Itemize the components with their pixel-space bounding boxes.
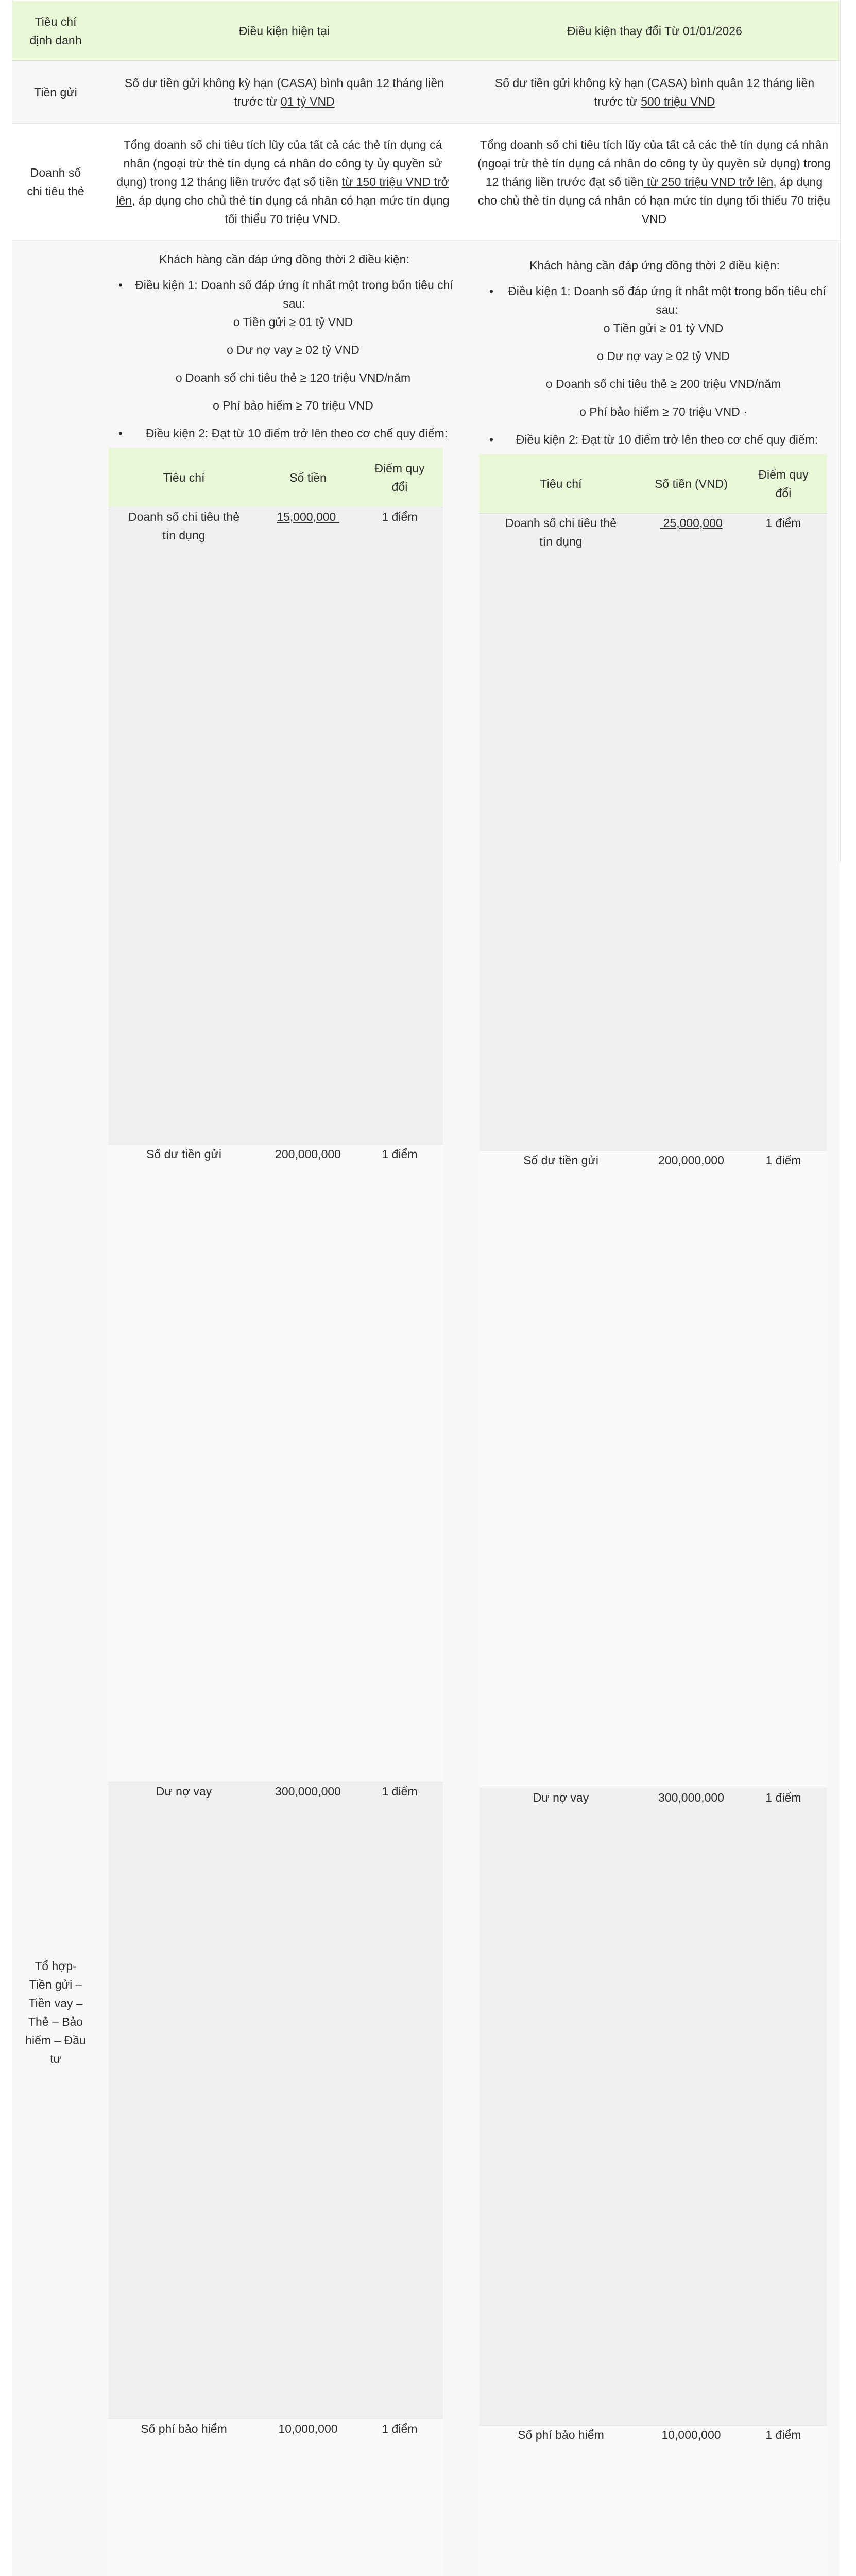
to-hop-current-sub-3: o Doanh số chi tiêu thẻ ≥ 120 triệu VND/năm bbox=[106, 368, 463, 387]
points-cell-amount: 200,000,000 bbox=[260, 1145, 356, 1782]
row-tien-gui bbox=[12, 61, 840, 124]
comparison-table bbox=[12, 1, 840, 2576]
to-hop-new-sub-1: o Tiền gửi ≥ 01 tỷ VND bbox=[477, 319, 832, 337]
table-row bbox=[108, 507, 443, 1145]
to-hop-new-sub-4: o Phí bảo hiểm ≥ 70 triệu VND · bbox=[477, 402, 832, 421]
row-doanh-so bbox=[12, 124, 840, 241]
points-cell-points: 1 điểm bbox=[356, 1145, 443, 1782]
tien-gui-new-amount: 500 triệu VND bbox=[641, 95, 715, 108]
points-header-points: Điểm quy đổi bbox=[740, 454, 827, 514]
to-hop-new-cond1-text: Điều kiện 1: Doanh số đáp ứng ít nhất một trong bốn tiêu chí sau: bbox=[508, 284, 826, 316]
doanh-so-current-tail: , áp dụng cho chủ thẻ tín dụng cá nhân có hạn mức tín dụng tối thiểu 70 triệu VND. bbox=[132, 194, 449, 226]
points-cell-amount: 10,000,000 bbox=[260, 2419, 356, 2576]
points-header-amount: Số tiền bbox=[260, 448, 356, 507]
points-cell-criteria: Doanh số chi tiêu thẻ tín dụng bbox=[108, 507, 260, 1145]
to-hop-new-cond2 bbox=[477, 430, 832, 449]
header-criteria: Tiêu chí định danh bbox=[12, 1, 99, 61]
points-cell-amount: 300,000,000 bbox=[260, 1782, 356, 2419]
doanh-so-new-tail: , áp dụng cho chủ thẻ tín dụng cá nhân có hạn mức tín dụng tối thiểu 70 triệu VND bbox=[478, 175, 830, 226]
label-doanh-so: Doanh số chi tiêu thẻ bbox=[12, 124, 99, 241]
points-cell-criteria: Số phí bảo hiểm bbox=[479, 2426, 643, 2576]
points-cell-points: 1 điểm bbox=[356, 1782, 443, 2419]
bullet-icon: • bbox=[118, 424, 123, 443]
points-cell-criteria: Dư nợ vay bbox=[479, 1788, 643, 2426]
to-hop-new-cond2-text: Điều kiện 2: Đạt từ 10 điểm trở lên theo cơ chế quy điểm: bbox=[516, 433, 818, 446]
doanh-so-current bbox=[99, 124, 470, 241]
table-row bbox=[479, 1151, 827, 1788]
points-cell-amount bbox=[643, 514, 740, 1151]
points-cell-points: 1 điểm bbox=[740, 514, 827, 1151]
points-cell-amount: 10,000,000 bbox=[643, 2426, 740, 2576]
bullet-icon: • bbox=[118, 276, 123, 294]
to-hop-current-sub-1: o Tiền gửi ≥ 01 tỷ VND bbox=[106, 313, 463, 331]
row-to-hop bbox=[12, 241, 840, 2576]
table-row bbox=[479, 1788, 827, 2426]
to-hop-current-cond1-text: Điều kiện 1: Doanh số đáp ứng ít nhất một trong bốn tiêu chí sau: bbox=[135, 278, 453, 310]
doanh-so-current-amount: từ 150 triệu VND trở lên bbox=[116, 175, 449, 207]
doanh-so-new-amount: từ 250 triệu VND trở lên bbox=[644, 175, 774, 189]
table-row bbox=[108, 2419, 443, 2576]
header-current: Điều kiện hiện tại bbox=[99, 1, 470, 61]
points-header-criteria: Tiêu chí bbox=[108, 448, 260, 507]
to-hop-current bbox=[99, 241, 470, 2576]
points-cell-points: 1 điểm bbox=[740, 1788, 827, 2426]
to-hop-current-cond1 bbox=[106, 276, 463, 313]
points-cell-criteria: Dư nợ vay bbox=[108, 1782, 260, 2419]
tien-gui-current-amount: 01 tỷ VND bbox=[281, 95, 335, 108]
points-cell-points: 1 điểm bbox=[356, 2419, 443, 2576]
to-hop-new-sub-3: o Doanh số chi tiêu thẻ ≥ 200 triệu VND/năm bbox=[477, 375, 832, 393]
tien-gui-current-text: Số dư tiền gửi không kỳ hạn (CASA) bình quân 12 tháng liền trước từ bbox=[125, 76, 444, 108]
points-cell-amount: 200,000,000 bbox=[643, 1151, 740, 1788]
table-row bbox=[479, 2426, 827, 2576]
points-cell-criteria: Số dư tiền gửi bbox=[479, 1151, 643, 1788]
to-hop-current-sub-4: o Phí bảo hiểm ≥ 70 triệu VND bbox=[106, 396, 463, 415]
header-row bbox=[12, 1, 840, 61]
points-cell-amount bbox=[260, 507, 356, 1145]
to-hop-new-intro: Khách hàng cần đáp ứng đồng thời 2 điều kiện: bbox=[477, 256, 832, 275]
to-hop-current-sub-2: o Dư nợ vay ≥ 02 tỷ VND bbox=[106, 341, 463, 359]
points-cell-criteria: Doanh số chi tiêu thẻ tín dụng bbox=[479, 514, 643, 1151]
table-row bbox=[108, 1145, 443, 1782]
bullet-icon: • bbox=[489, 430, 493, 449]
tien-gui-new bbox=[470, 61, 840, 124]
points-cell-amount: 300,000,000 bbox=[643, 1788, 740, 2426]
table-row bbox=[479, 514, 827, 1151]
points-cell-points: 1 điểm bbox=[740, 1151, 827, 1788]
table-row bbox=[108, 1782, 443, 2419]
points-amount-link: 15,000,000 bbox=[277, 510, 339, 523]
label-tien-gui: Tiền gửi bbox=[12, 61, 99, 124]
points-cell-points: 1 điểm bbox=[356, 507, 443, 1145]
points-cell-criteria: Số phí bảo hiểm bbox=[108, 2419, 260, 2576]
points-header-points: Điểm quy đổi bbox=[356, 448, 443, 507]
doanh-so-new bbox=[470, 124, 840, 241]
to-hop-current-cond2-text: Điều kiện 2: Đạt từ 10 điểm trở lên theo cơ chế quy điểm: bbox=[146, 427, 448, 440]
to-hop-current-cond2 bbox=[106, 424, 463, 443]
points-table-current bbox=[108, 448, 443, 2576]
label-to-hop: Tổ hợp- Tiền gửi – Tiền vay – Thẻ – Bảo hiểm – Đầu tư bbox=[12, 241, 99, 2576]
tien-gui-new-text: Số dư tiền gửi không kỳ hạn (CASA) bình quân 12 tháng liền trước từ bbox=[495, 76, 814, 108]
to-hop-new-sub-2: o Dư nợ vay ≥ 02 tỷ VND bbox=[477, 347, 832, 365]
header-new: Điều kiện thay đổi Từ 01/01/2026 bbox=[470, 1, 840, 61]
to-hop-new bbox=[470, 241, 840, 2576]
doanh-so-new-text: Tổng doanh số chi tiêu tích lũy của tất cả các thẻ tín dụng cá nhân (ngoại trừ thẻ tín dụng cá nhân do công ty ủy quyền sử dụng) trong 12 tháng liền trước đạt số tiền bbox=[477, 138, 830, 189]
points-header-row bbox=[108, 448, 443, 507]
points-amount-link: 25,000,000 bbox=[660, 516, 723, 530]
doanh-so-current-text: Tổng doanh số chi tiêu tích lũy của tất cả các thẻ tín dụng cá nhân (ngoại trừ thẻ tín dụng cá nhân do công ty ủy quyền sử dụng) trong 12 tháng liền trước đạt số tiền bbox=[116, 138, 442, 189]
points-header-criteria: Tiêu chí bbox=[479, 454, 643, 514]
points-header-amount: Số tiền (VND) bbox=[643, 454, 740, 514]
bullet-icon: • bbox=[489, 282, 493, 300]
tien-gui-current bbox=[99, 61, 470, 124]
points-cell-points: 1 điểm bbox=[740, 2426, 827, 2576]
points-table-new bbox=[479, 454, 827, 2576]
to-hop-new-cond1 bbox=[477, 282, 832, 319]
points-cell-criteria: Số dư tiền gửi bbox=[108, 1145, 260, 1782]
points-header-row bbox=[479, 454, 827, 514]
to-hop-current-intro: Khách hàng cần đáp ứng đồng thời 2 điều kiện: bbox=[106, 250, 463, 268]
